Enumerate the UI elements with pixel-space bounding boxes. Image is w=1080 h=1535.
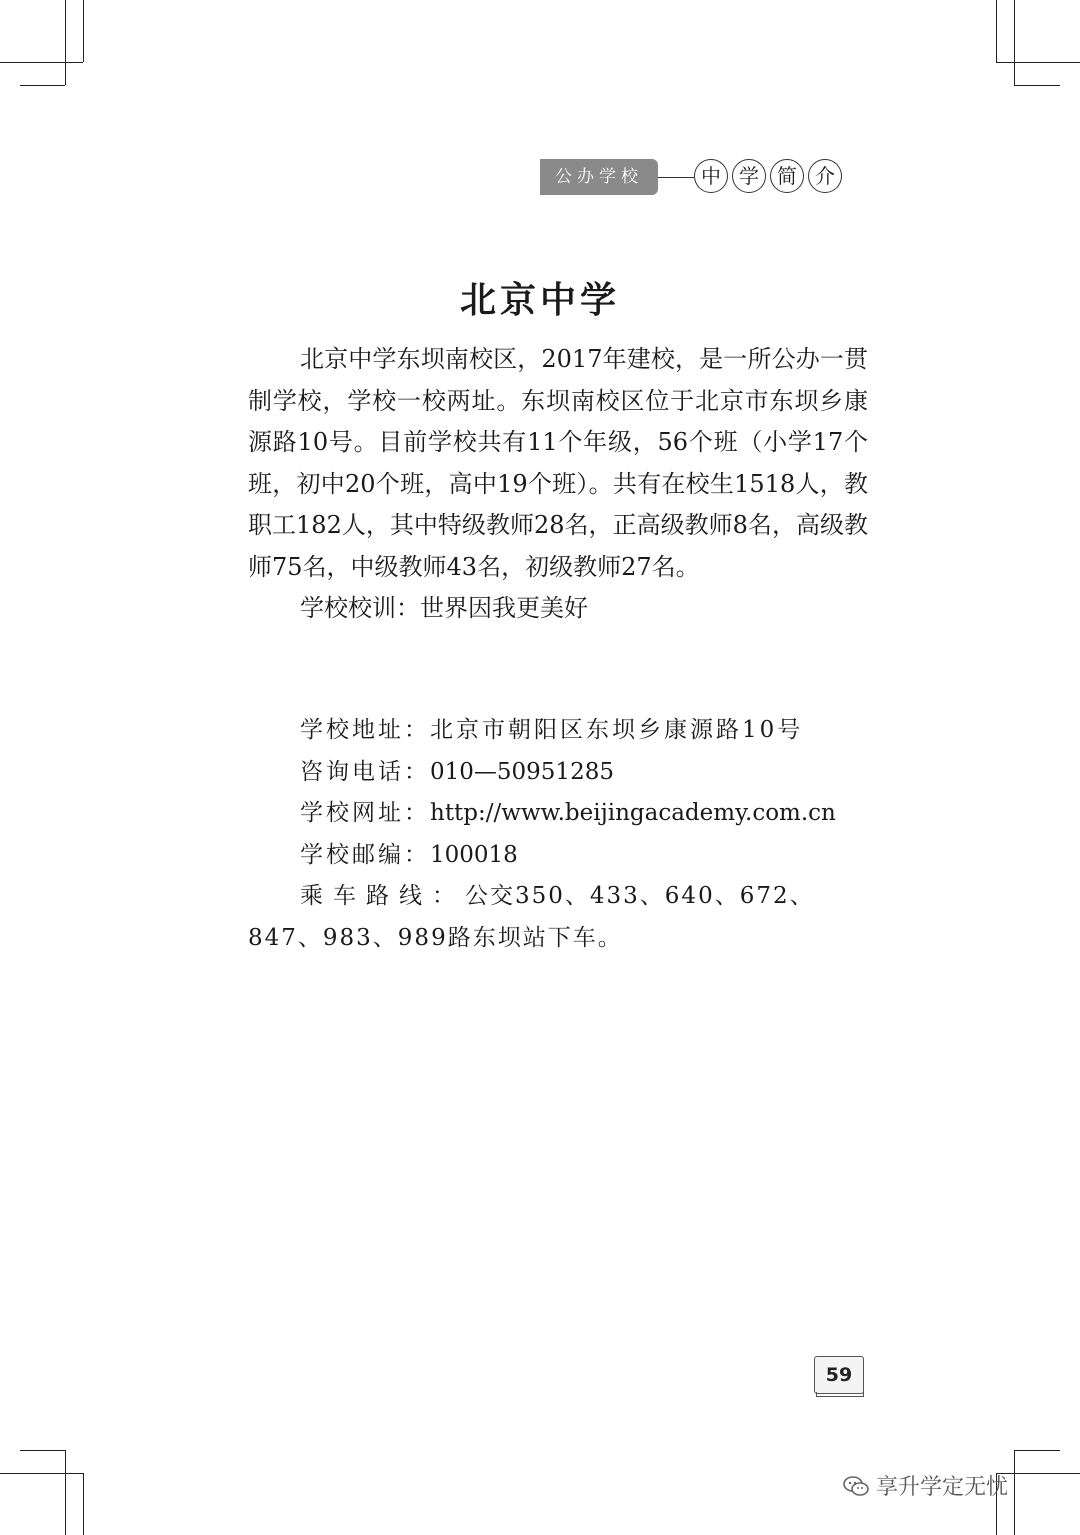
running-header [540, 159, 870, 195]
route-label: 乘车路线： [300, 883, 465, 909]
crop-mark [0, 1473, 83, 1474]
postcode-label: 学校邮编： [300, 841, 430, 868]
address-label: 学校地址： [300, 717, 430, 743]
intro-paragraph: 北京中学东坝南校区，2017年建校，是一所公办一贯制学校，学校一校两址。东坝南校区位于北京市东坝乡康源路10号。目前学校共有11个年级，56个班（小学17个班，初中20个班，高中19个班）。共有在校生1518人，教职工182人，其中特级教师28名，正高级教师8名，高级教师75名，中级教师43名，初级教师27名。 [248, 345, 868, 581]
motto-paragraph: 学校校训：世界因我更美好 [300, 594, 588, 622]
crop-mark [996, 62, 1080, 63]
school-description [248, 339, 868, 630]
crop-mark [996, 0, 997, 62]
route-row [248, 876, 888, 959]
crop-mark [1014, 1450, 1060, 1451]
section-char: 学 [732, 159, 766, 193]
crop-mark [65, 0, 66, 85]
postcode-row [248, 835, 888, 877]
wechat-icon [842, 1474, 870, 1498]
crop-mark [83, 0, 84, 62]
page-title: 北京中学 [459, 280, 620, 321]
crop-mark [20, 85, 65, 86]
book-icon [816, 1392, 864, 1397]
website-label: 学校网址： [300, 800, 430, 826]
address-row [248, 710, 888, 752]
header-tab: 公办学校 [540, 159, 658, 195]
crop-mark [1014, 0, 1015, 85]
route-value: 公交350、433、640、672、847、983、989路东坝站下车。 [248, 883, 815, 951]
website-value[interactable]: http://www.beijingacademy.com.cn [430, 800, 836, 826]
phone-label: 咨询电话： [300, 758, 430, 785]
crop-mark [996, 1473, 1080, 1474]
phone-value: 010—50951285 [430, 758, 614, 785]
watermark-text: 享升学定无忧 [876, 1475, 1009, 1500]
watermark [842, 1470, 1008, 1501]
contact-info [248, 710, 888, 959]
crop-mark [83, 1473, 84, 1535]
website-row [248, 793, 888, 835]
crop-mark [0, 62, 83, 63]
crop-mark [20, 1450, 65, 1451]
section-title [694, 159, 842, 193]
section-char: 简 [770, 159, 804, 193]
crop-mark [1014, 1450, 1015, 1535]
phone-row [248, 752, 888, 794]
page-number [814, 1356, 864, 1396]
postcode-value: 100018 [430, 841, 518, 868]
page-number-label: 59 [814, 1356, 864, 1394]
header-divider [658, 177, 694, 178]
section-char: 介 [808, 159, 842, 193]
crop-mark [65, 1450, 66, 1535]
crop-mark [1014, 85, 1060, 86]
section-char: 中 [694, 159, 728, 193]
address-value: 北京市朝阳区东坝乡康源路10号 [430, 717, 804, 743]
